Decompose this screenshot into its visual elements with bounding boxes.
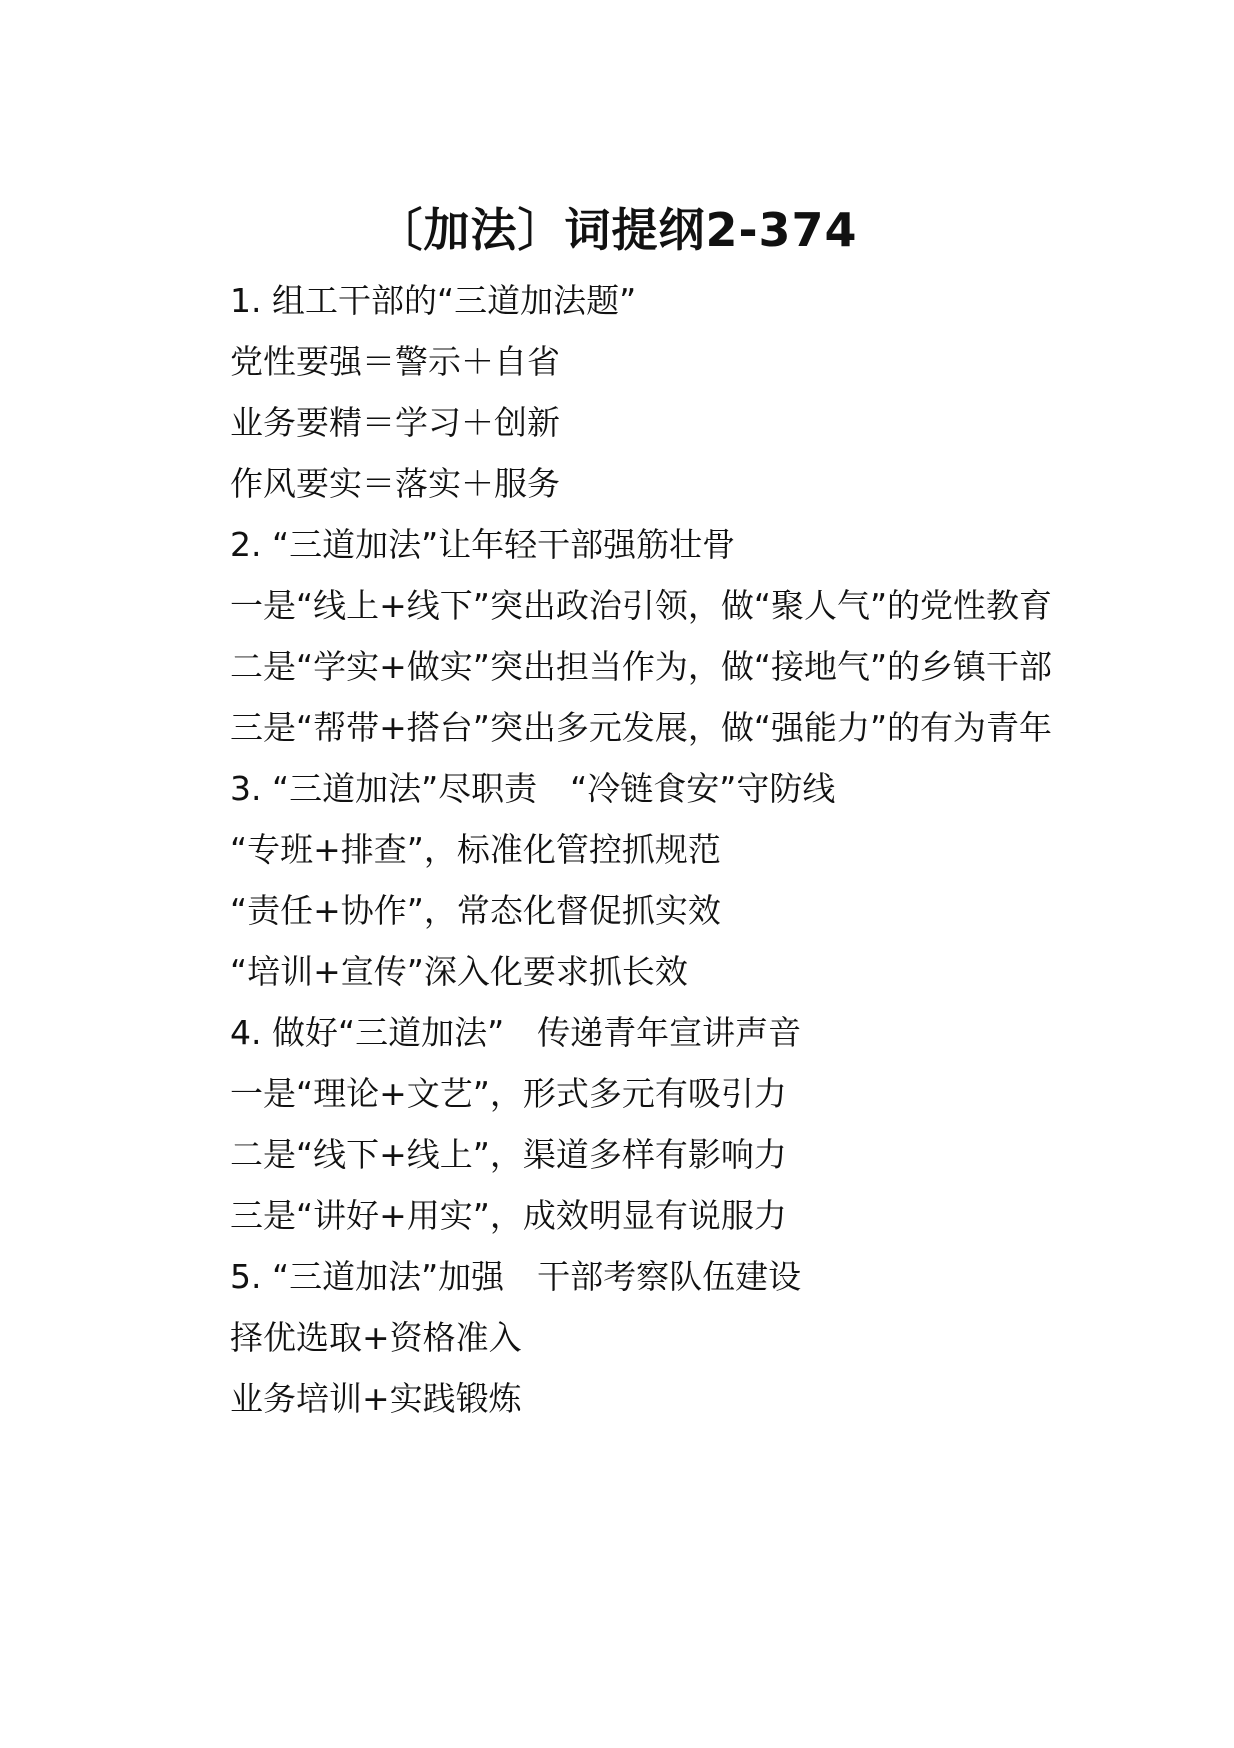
paragraph-9: 3. “三道加法”尽职责 “冷链食安”守防线	[230, 769, 836, 808]
paragraph-13: 4. 做好“三道加法” 传递青年宣讲声音	[230, 1013, 802, 1052]
paragraph-14: 一是“理论+文艺”，形式多元有吸引力	[230, 1074, 787, 1113]
paragraph-16: 三是“讲好+用实”，成效明显有说服力	[230, 1196, 787, 1235]
paragraph-4: 作风要实＝落实＋服务	[230, 464, 560, 503]
paragraph-18: 择优选取+资格准入	[230, 1318, 522, 1357]
paragraph-15: 二是“线下+线上”，渠道多样有影响力	[230, 1135, 787, 1174]
paragraph-1: 1. 组工干部的“三道加法题”	[230, 281, 637, 320]
paragraph-11: “责任+协作”，常态化督促抓实效	[230, 891, 721, 930]
paragraph-17: 5. “三道加法”加强 干部考察队伍建设	[230, 1257, 802, 1296]
paragraph-2: 党性要强＝警示＋自省	[230, 342, 560, 381]
paragraph-7: 二是“学实+做实”突出担当作为，做“接地气”的乡镇干部	[230, 647, 1053, 686]
document-body	[160, 270, 1095, 1429]
document-title: 〔加法〕词提纲2-374	[376, 203, 858, 257]
paragraph-12: “培训+宣传”深入化要求抓长效	[230, 952, 688, 991]
paragraph-8: 三是“帮带+搭台”突出多元发展，做“强能力”的有为青年	[230, 708, 1053, 747]
paragraph-5: 2. “三道加法”让年轻干部强筋壮骨	[230, 525, 736, 564]
paragraph-6: 一是“线上+线下”突出政治引领，做“聚人气”的党性教育	[230, 586, 1053, 625]
paragraph-3: 业务要精＝学习＋创新	[230, 403, 560, 442]
paragraph-10: “专班+排查”，标准化管控抓规范	[230, 830, 721, 869]
paragraph-19: 业务培训+实践锻炼	[230, 1379, 522, 1418]
